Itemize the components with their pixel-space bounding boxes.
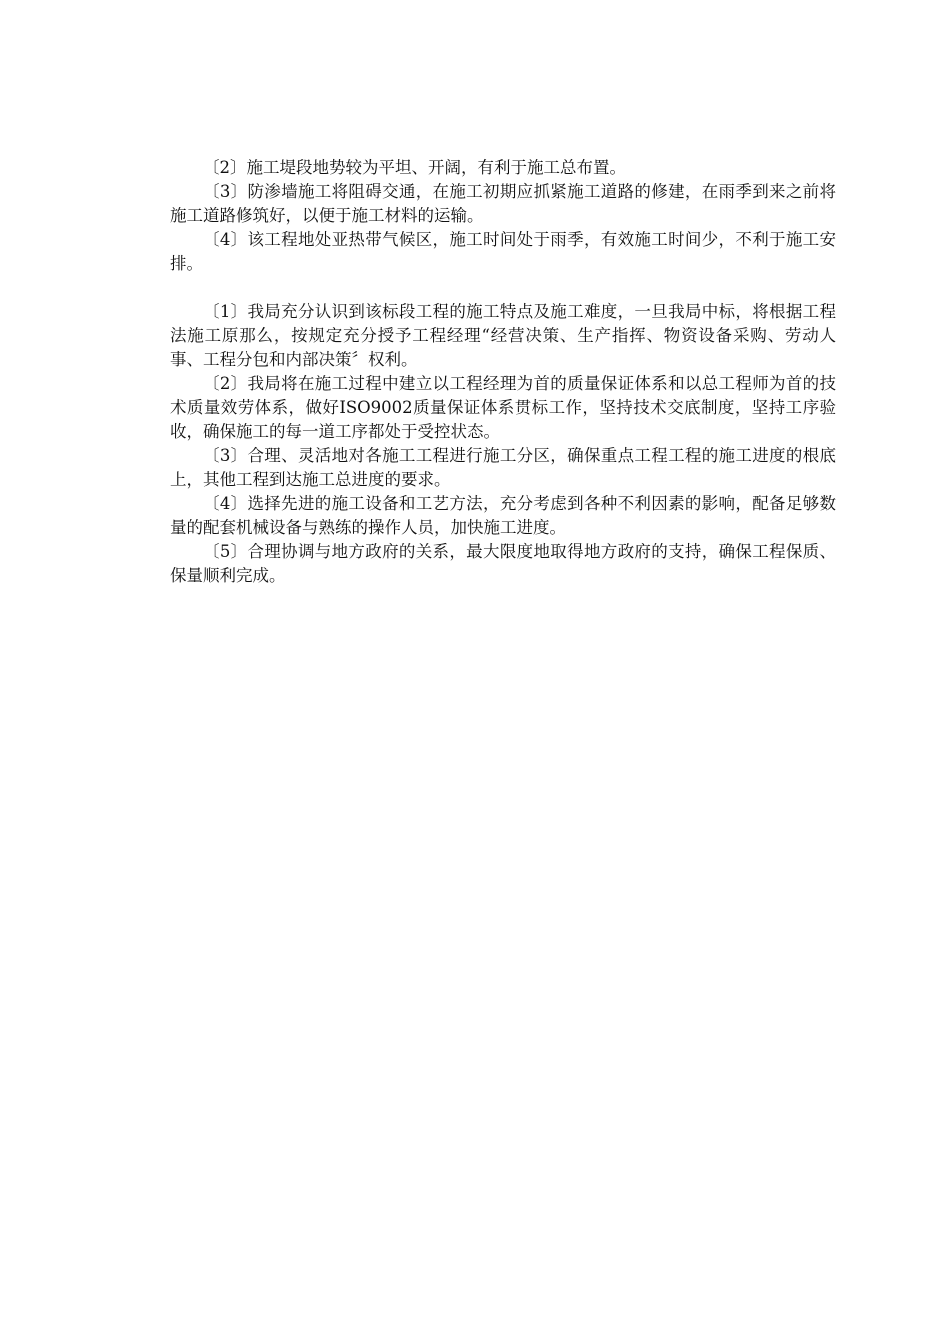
paragraph: 〔3〕合理、灵活地对各施工工程进行施工分区，确保重点工程工程的施工进度的根底上，其他工程到达施工总进度的要求。 xyxy=(170,446,836,489)
blank-line xyxy=(170,276,836,300)
paragraph: 〔2〕我局将在施工过程中建立以工程经理为首的质量保证体系和以总工程师为首的技术质量效劳体系，做好ISO9002质量保证体系贯标工作，坚持技术交底制度，坚持工序验收，确保施工的每一道工序都处于受控状态。 xyxy=(170,374,836,441)
paragraph: 〔2〕施工堤段地势较为平坦、开阔，有利于施工总布置。 xyxy=(203,158,626,177)
document-body xyxy=(170,156,836,588)
paragraph: 〔4〕选择先进的施工设备和工艺方法，充分考虑到各种不利因素的影响，配备足够数量的配套机械设备与熟练的操作人员，加快施工进度。 xyxy=(170,494,836,537)
paragraph: 〔1〕我局充分认识到该标段工程的施工特点及施工难度，一旦我局中标，将根据工程法施工原那么，按规定充分授予工程经理“经营决策、生产指挥、物资设备采购、劳动人事、工程分包和内部决策〞权利。 xyxy=(170,302,836,369)
paragraph: 〔5〕合理协调与地方政府的关系，最大限度地取得地方政府的支持，确保工程保质、保量顺利完成。 xyxy=(170,542,836,585)
construction-conditions-section xyxy=(170,156,836,276)
paragraph: 〔4〕该工程地处亚热带气候区，施工时间处于雨季，有效施工时间少，不利于施工安排。 xyxy=(170,230,836,273)
management-measures-section xyxy=(170,300,836,588)
paragraph: 〔3〕防渗墙施工将阻碍交通，在施工初期应抓紧施工道路的修建，在雨季到来之前将施工道路修筑好，以便于施工材料的运输。 xyxy=(170,182,836,225)
